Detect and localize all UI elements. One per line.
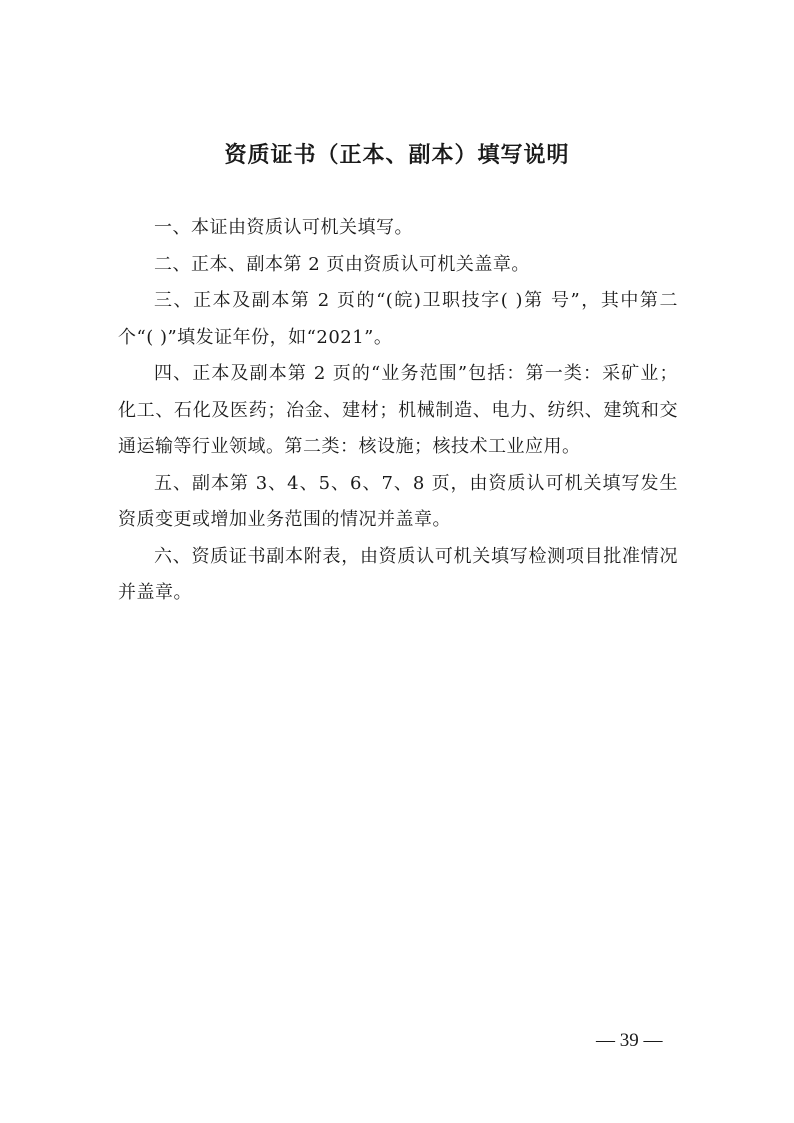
paragraph-4: 四、正本及副本第 2 页的“业务范围”包括：第一类：采矿业；化工、石化及医药；冶金、建材；机械制造、电力、纺织、建筑和交通运输等行业领域。第二类：核设施；核技术工业应用。 xyxy=(118,363,678,457)
paragraph-5: 五、副本第 3、4、5、6、7、8 页，由资质认可机关填写发生资质变更或增加业务范围的情况并盖章。 xyxy=(118,472,678,530)
paragraph-3: 三、正本及副本第 2 页的“(皖)卫职技字( )第 号”，其中第二个“( )”填发证年份，如“2021”。 xyxy=(118,290,678,348)
paragraph-1: 一、本证由资质认可机关填写。 xyxy=(154,217,413,238)
paragraph-6: 六、资质证书副本附表，由资质认可机关填写检测项目批准情况并盖章。 xyxy=(118,545,678,603)
page-number: — 39 — xyxy=(596,1030,663,1051)
document-body xyxy=(118,210,678,612)
paragraph-2: 二、正本、副本第 2 页由资质认可机关盖章。 xyxy=(154,253,530,275)
page-title: 资质证书（正本、副本）填写说明 xyxy=(224,143,570,168)
